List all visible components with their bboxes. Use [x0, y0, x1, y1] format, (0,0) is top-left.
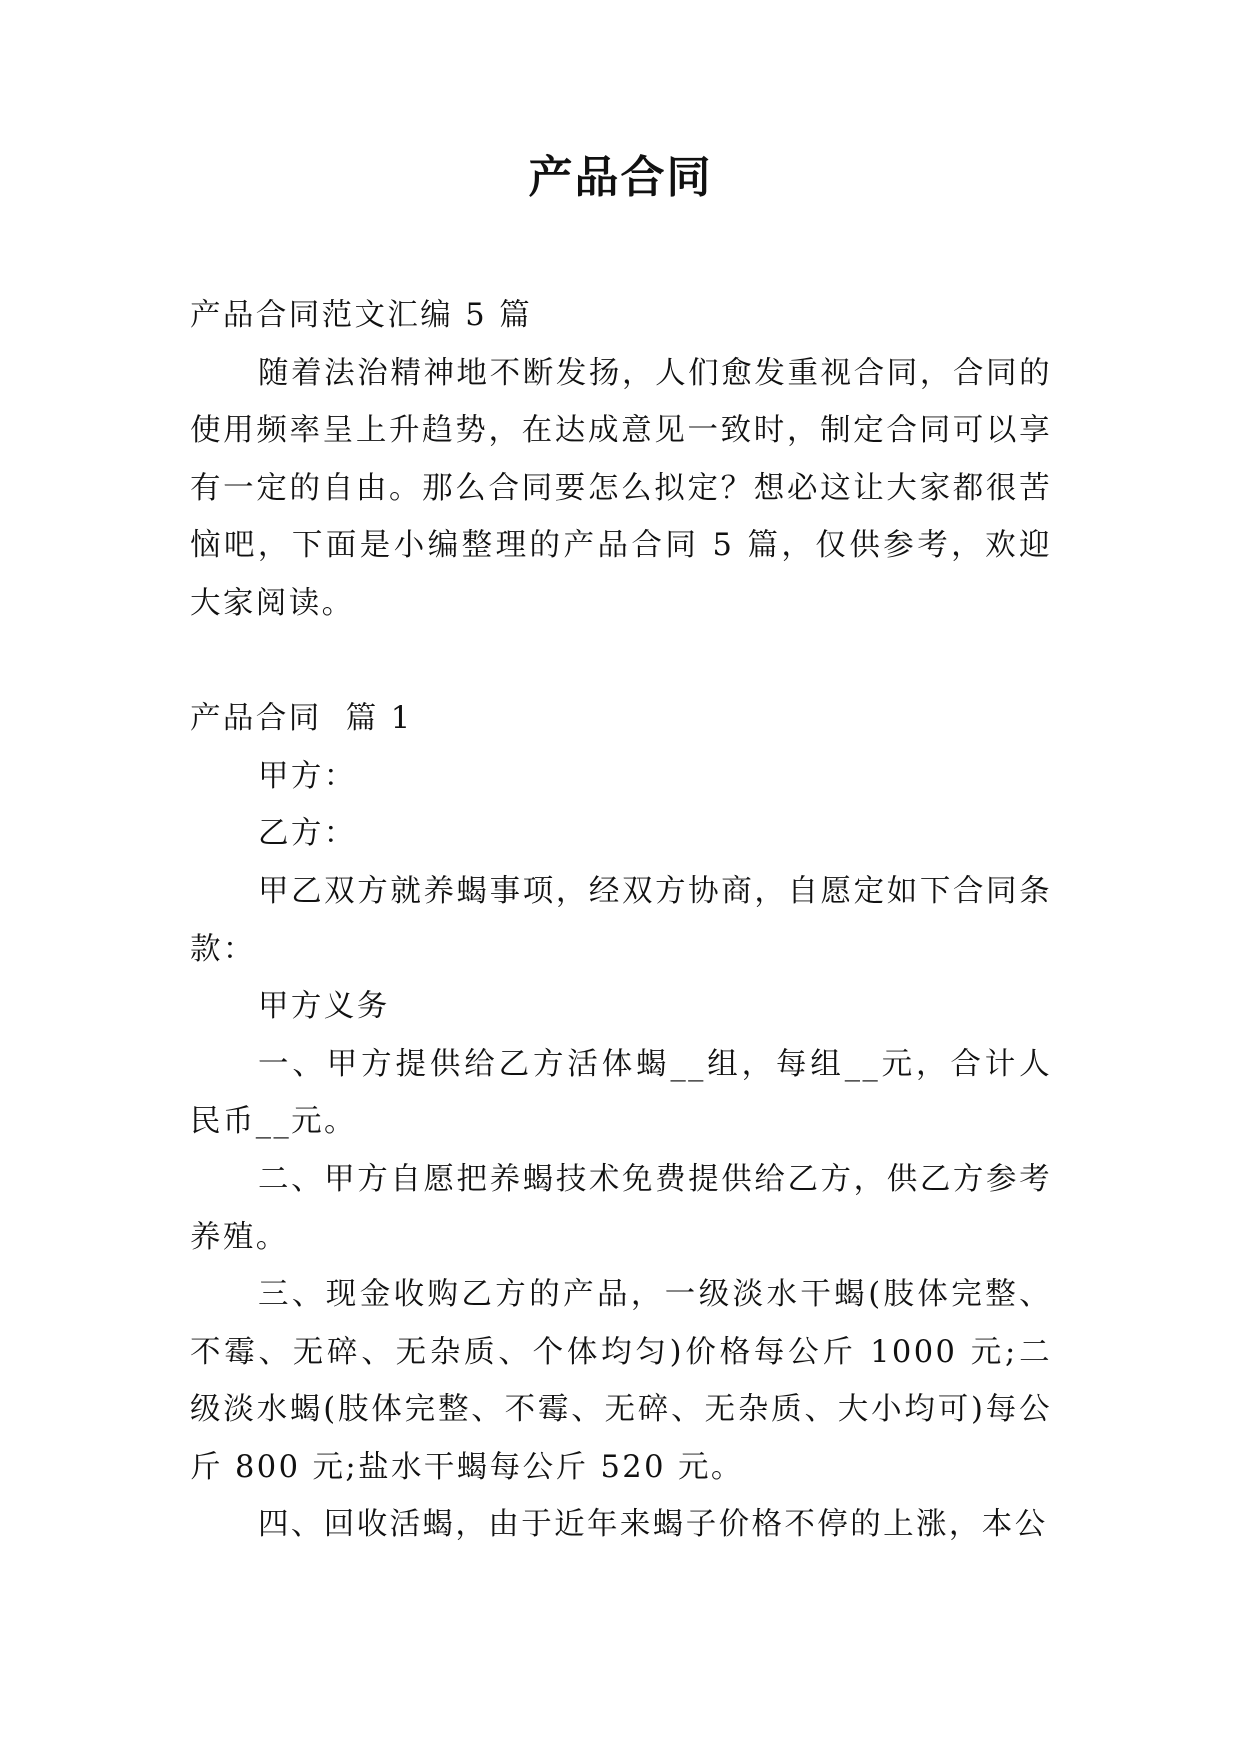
section-heading: 产品合同 篇 1 — [190, 701, 413, 737]
clause-1: 一、甲方提供给乙方活体蝎__组，每组__元，合计人民币__元。 — [190, 1046, 1052, 1140]
clause-3: 三、现金收购乙方的产品，一级淡水干蝎(肢体完整、不霉、无碎、无杂质、个体均匀)价格每公斤 1000 元;二级淡水蝎(肢体完整、不霉、无碎、无杂质、大小均可)每公斤 800 元;盐水干蝎每公斤 520 元。 — [190, 1277, 1052, 1485]
party-a-line: 甲方： — [258, 758, 357, 794]
clause-2: 二、甲方自愿把养蝎技术免费提供给乙方，供乙方参考养殖。 — [190, 1161, 1052, 1255]
intro-paragraph: 随着法治精神地不断发扬，人们愈发重视合同，合同的使用频率呈上升趋势，在达成意见一致时，制定合同可以享有一定的自由。那么合同要怎么拟定？想必这让大家都很苦恼吧，下面是小编整理的产品合同 5 篇，仅供参考，欢迎大家阅读。 — [190, 355, 1052, 621]
clause-4: 四、回收活蝎，由于近年来蝎子价格不停的上涨，本公 — [258, 1507, 1048, 1543]
agreement-intro: 甲乙双方就养蝎事项，经双方协商，自愿定如下合同条款： — [190, 873, 1052, 967]
document-body — [190, 287, 1052, 1554]
paragraph-spacer — [190, 633, 1052, 691]
party-b-line: 乙方： — [258, 816, 357, 852]
obligations-heading: 甲方义务 — [258, 989, 390, 1025]
document-subtitle: 产品合同范文汇编 5 篇 — [190, 298, 533, 333]
document-title: 产品合同 — [528, 152, 713, 203]
